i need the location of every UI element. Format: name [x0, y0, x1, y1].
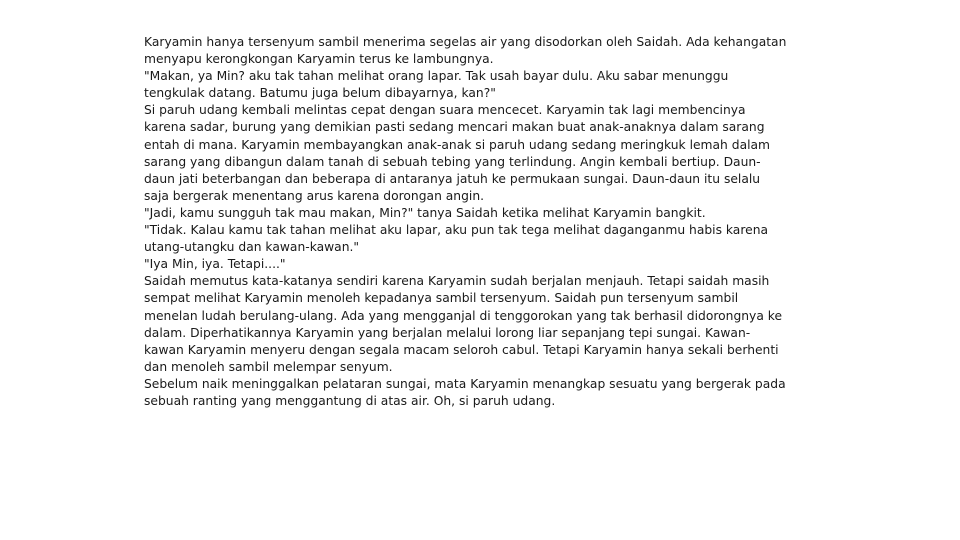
text-line: "Iya Min, iya. Tetapi...." — [144, 257, 286, 272]
text-line: Sebelum naik meninggalkan pelataran sungai, mata Karyamin menangkap sesuatu yang bergerak pada — [144, 376, 786, 391]
text-line: sempat melihat Karyamin menoleh kepadanya sambil tersenyum. Saidah pun tersenyum sambil — [144, 291, 739, 306]
story-text — [144, 34, 820, 410]
text-line: "Jadi, kamu sungguh tak mau makan, Min?" tanya Saidah ketika melihat Karyamin bangkit. — [144, 205, 706, 220]
text-line: entah di mana. Karyamin membayangkan anak-anak si paruh udang sedang meringkuk lemah dalam — [144, 137, 771, 152]
text-line: dalam. Diperhatikannya Karyamin yang berjalan melalui lorong liar sepanjang tepi sungai. Kawan- — [144, 325, 751, 340]
text-line: tengkulak datang. Batumu juga belum dibayarnya, kan?" — [144, 86, 496, 101]
text-line: sarang yang dibangun dalam tanah di sebuah tebing yang terlindung. Angin kembali bertiup. Daun- — [144, 154, 761, 169]
text-line: menelan ludah berulang-ulang. Ada yang mengganjal di tenggorokan yang tak berhasil didorongnya ke — [144, 308, 783, 323]
text-line: Karyamin hanya tersenyum sambil menerima segelas air yang disodorkan oleh Saidah. Ada kehangatan — [144, 35, 787, 49]
text-line: saja bergerak menentang arus karena dorongan angin. — [144, 188, 485, 203]
text-line: sebuah ranting yang menggantung di atas air. Oh, si paruh udang. — [144, 393, 556, 408]
text-line: karena sadar, burung yang demikian pasti sedang mencari makan buat anak-anaknya dalam sarang — [144, 120, 765, 135]
text-line: Si paruh udang kembali melintas cepat dengan suara mencecet. Karyamin tak lagi membencinya — [144, 103, 746, 118]
text-line: daun jati beterbangan dan beberapa di antaranya jatuh ke permukaan sungai. Daun-daun itu selalu — [144, 171, 761, 186]
text-line: "Tidak. Kalau kamu tak tahan melihat aku lapar, aku pun tak tega melihat daganganmu habis karena — [144, 223, 769, 238]
text-line: Saidah memutus kata-katanya sendiri karena Karyamin sudah berjalan menjauh. Tetapi saidah masih — [144, 274, 770, 289]
text-line: "Makan, ya Min? aku tak tahan melihat orang lapar. Tak usah bayar dulu. Aku sabar menunggu — [144, 69, 729, 84]
text-line: kawan Karyamin menyeru dengan segala macam seloroh cabul. Tetapi Karyamin hanya sekali berhenti — [144, 342, 779, 357]
text-line: menyapu kerongkongan Karyamin terus ke lambungnya. — [144, 52, 494, 67]
text-line: utang-utangku dan kawan-kawan." — [144, 240, 360, 255]
text-line: dan menoleh sambil melempar senyum. — [144, 359, 393, 374]
